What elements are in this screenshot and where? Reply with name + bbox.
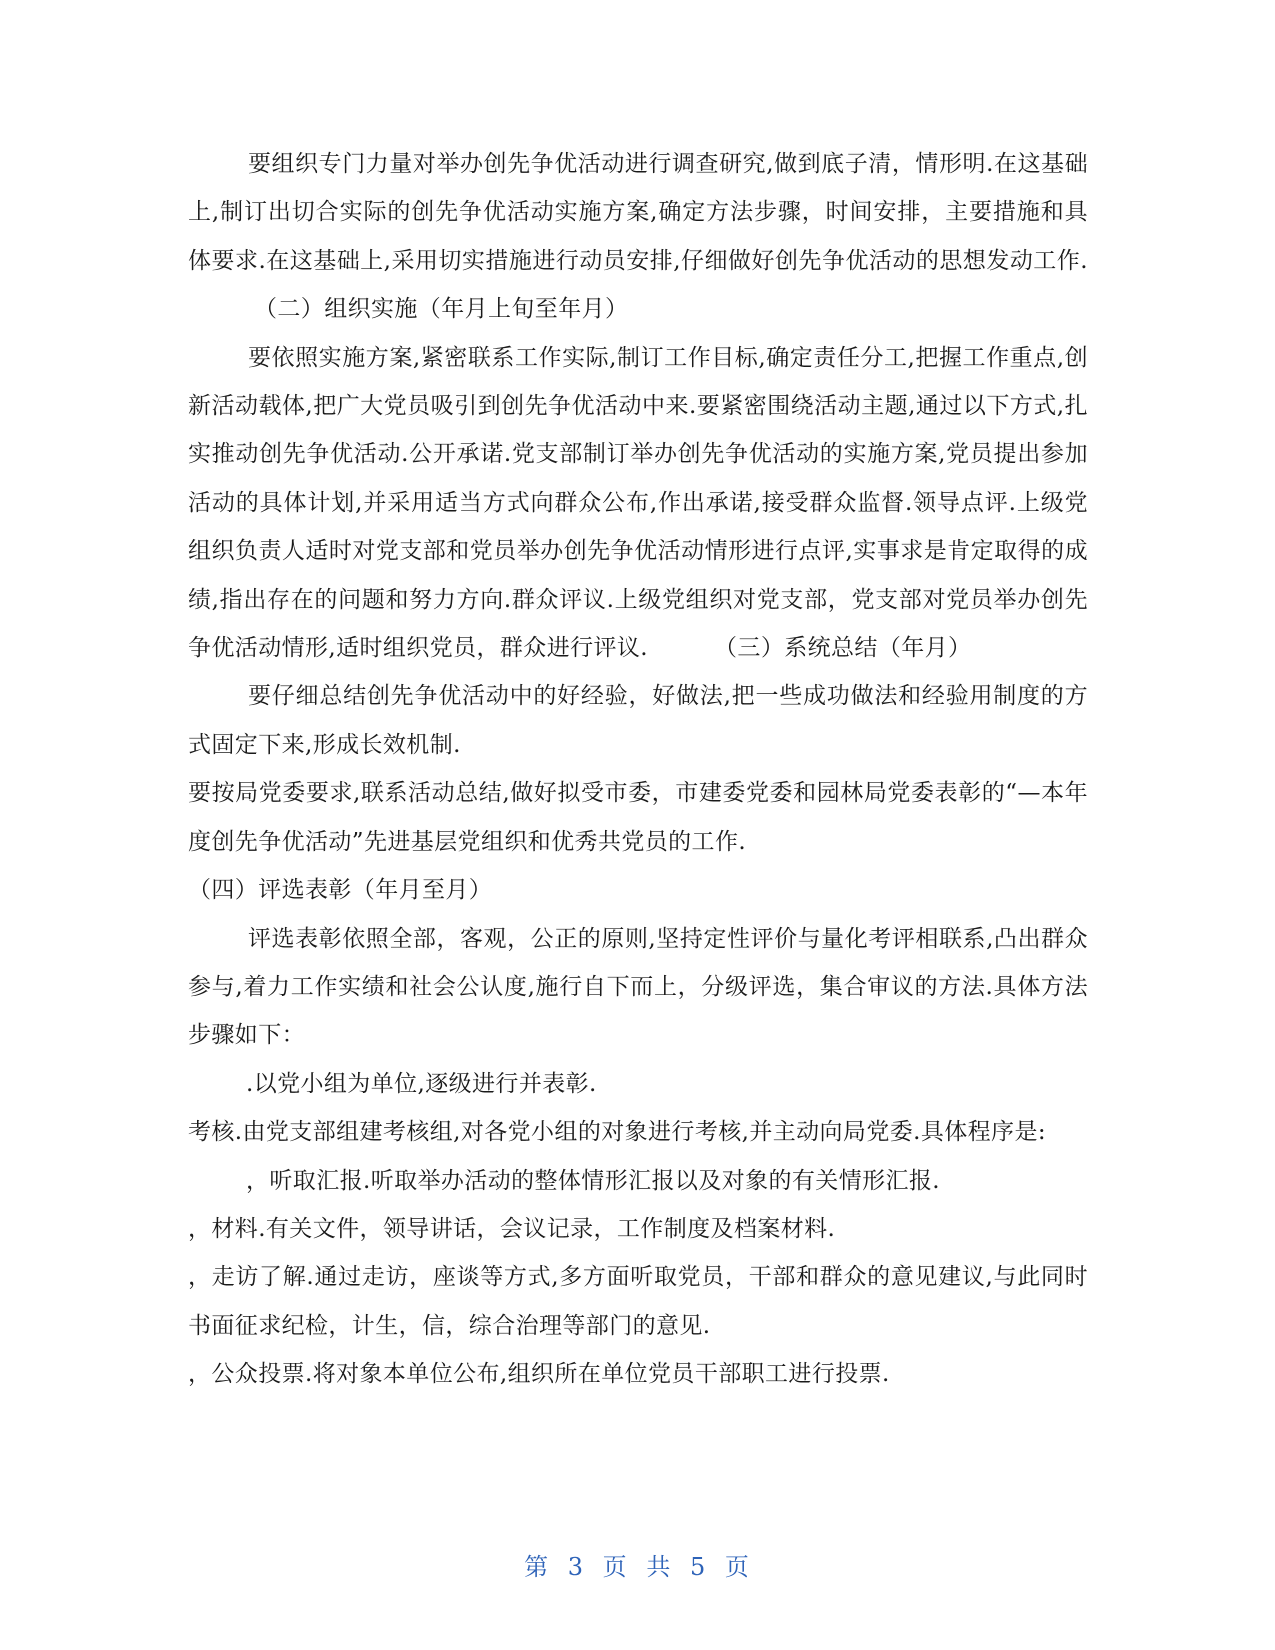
paragraph-assessment: 考核.由党支部组建考核组,对各党小组的对象进行考核,并主动向局党委.具体程序是: xyxy=(188,1119,1046,1146)
footer-label-page-unit: 页 xyxy=(602,1553,629,1581)
paragraph-commendation-prep: 要按局党委要求,联系活动总结,做好拟受市委，市建委党委和园林局党委表彰的“—本年度创先争优活动”先进基层党组织和优秀共党员的工作. xyxy=(188,780,1088,855)
paragraph-text: 要依照实施方案,紧密联系工作实际,制订工作目标,确定责任分工,把握工作重点,创新活动载体,把广大党员吸引到创先争优活动中来.要紧密围绕活动主题,通过以下方式,扎实推动创先争优活动.公开承诺.党支部制订举办创先争优活动的实施方案,党员提出参加活动的具体计划,并采用适当方式向群众公布,作出承诺,接受群众监督.领导点评.上级党组织负责人适时对党支部和党员举办创先争优活动情形进行点评,实事求是肯定取得的成绩,指出存在的问题和努力方向.群众评议.上级党组织对党支部，党支部对党员举办创先争优活动情形,适时组织党员，群众进行评议. xyxy=(188,344,1088,662)
paragraph-selection-principles: 评选表彰依照全部，客观，公正的原则,坚持定性评价与量化考评相联系,凸出群众参与,着力工作实绩和社会公认度,施行自下而上，分级评选，集合审议的方法.具体方法步骤如下： xyxy=(188,925,1088,1049)
list-item-voting: ，公众投票.将对象本单位公布,组织所在单位党员干部职工进行投票. xyxy=(188,1361,890,1388)
paragraph-step-group: .以党小组为单位,逐级进行并表彰. xyxy=(246,1070,597,1097)
footer-label-total-unit: 页 xyxy=(724,1553,751,1581)
paragraph-text: 要组织专门力量对举办创先争优活动进行调查研究,做到底子清，情形明.在这基础上,制订出切合实际的创先争优活动实施方案,确定方法步骤，时间安排，主要措施和具体要求.在这基础上,采用切实措施进行动员安排,仔细做好创先争优活动的思想发动工作. xyxy=(188,151,1088,274)
list-item-materials: ，材料.有关文件，领导讲话，会议记录，工作制度及档案材料. xyxy=(188,1215,836,1242)
footer-total-pages: 5 xyxy=(689,1553,708,1581)
footer-current-page: 3 xyxy=(567,1553,586,1581)
footer-label-page: 第 xyxy=(524,1553,551,1581)
page-footer xyxy=(0,1547,1275,1582)
section-heading-selection: （四）评选表彰（年月至月） xyxy=(188,877,493,904)
section-heading-implementation: （二）组织实施（年月上旬至年月） xyxy=(254,296,629,323)
paragraph-implementation xyxy=(188,334,1088,673)
paragraph-summary: 要仔细总结创先争优活动中的好经验，好做法,把一些成功做法和经验用制度的方式固定下来,形成长效机制. xyxy=(188,683,1088,758)
list-item-report: ，听取汇报.听取举办活动的整体情形汇报以及对象的有关情形汇报. xyxy=(246,1167,941,1194)
section-heading-summary: （三）系统总结（年月） xyxy=(714,635,972,662)
footer-label-total: 共 xyxy=(646,1553,673,1581)
list-item-visits: ，走访了解.通过走访，座谈等方式,多方面听取党员，干部和群众的意见建议,与此同时书面征求纪检，计生，信，综合治理等部门的意见. xyxy=(188,1264,1088,1339)
paragraph-preparation xyxy=(188,140,1088,334)
document-body xyxy=(188,140,1088,1399)
